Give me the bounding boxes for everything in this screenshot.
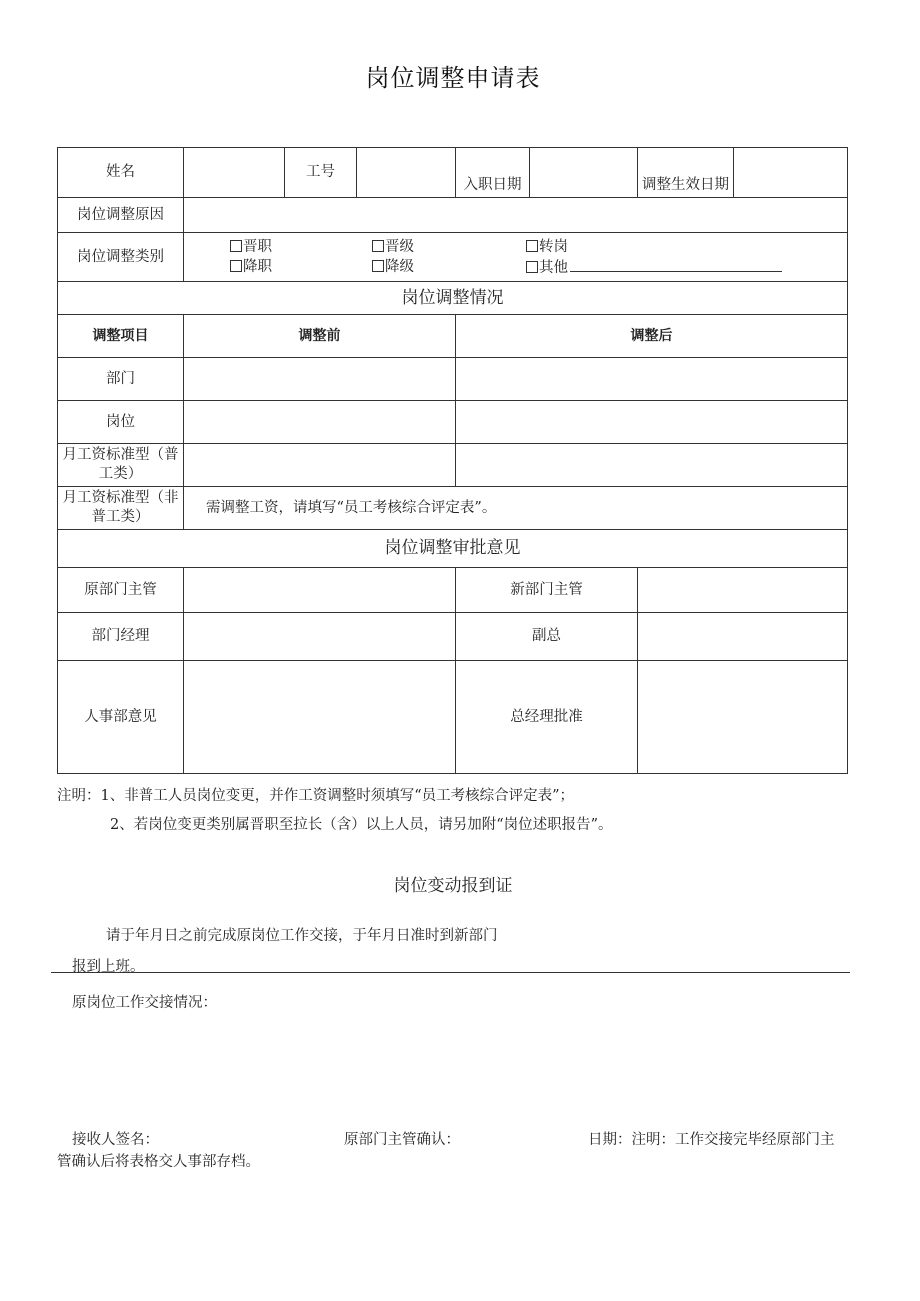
vice-gm-field[interactable]: [638, 613, 848, 661]
salary-non-general-note: 需调整工资，请填写“员工考核综合评定表”。: [184, 487, 848, 530]
position-before-field[interactable]: [184, 401, 456, 444]
orig-supervisor-confirm-label: 原部门主管确认：: [344, 1132, 460, 1148]
position-after-field[interactable]: [456, 401, 848, 444]
option-other[interactable]: 其他: [526, 258, 782, 278]
name-field[interactable]: [184, 148, 285, 198]
option-transfer[interactable]: 转岗: [526, 238, 568, 257]
type-label: 岗位调整类别: [58, 233, 184, 282]
name-label: 姓名: [58, 148, 184, 198]
situation-header-row: [58, 282, 848, 315]
department-before-field[interactable]: [184, 358, 456, 401]
date-note-continued: 管确认后将表格交人事部存档。: [57, 1154, 260, 1170]
salary-general-after-field[interactable]: [456, 444, 848, 487]
checkbox-icon: [372, 260, 384, 272]
handover-area[interactable]: [72, 1015, 842, 1115]
salary-non-general-label: 月工资标准型（非普工类）: [58, 487, 184, 530]
gm-approval-label: 总经理批准: [456, 661, 638, 774]
hr-opinion-field[interactable]: [184, 661, 456, 774]
adjust-header-row: [58, 315, 848, 358]
new-supervisor-field[interactable]: [638, 568, 848, 613]
orig-supervisor-field[interactable]: [184, 568, 456, 613]
approval-row: [58, 568, 848, 613]
checkbox-icon: [372, 240, 384, 252]
reason-field[interactable]: [184, 198, 848, 233]
approval-header-row: [58, 530, 848, 568]
new-supervisor-label: 新部门主管: [456, 568, 638, 613]
col-before-header: 调整前: [184, 315, 456, 358]
approval-header: 岗位调整审批意见: [58, 530, 848, 568]
approval-row: [58, 661, 848, 774]
option-promotion[interactable]: 晋职: [230, 238, 272, 257]
table-row: [58, 358, 848, 401]
dept-manager-field[interactable]: [184, 613, 456, 661]
department-label: 部门: [58, 358, 184, 401]
basic-info-row: [58, 148, 848, 198]
hr-opinion-label: 人事部意见: [58, 661, 184, 774]
salary-general-before-field[interactable]: [184, 444, 456, 487]
dept-manager-label: 部门经理: [58, 613, 184, 661]
reason-row: [58, 198, 848, 233]
orig-supervisor-label: 原部门主管: [58, 568, 184, 613]
employee-id-label: 工号: [285, 148, 357, 198]
page-title: 岗位调整申请表: [365, 64, 541, 92]
approval-row: [58, 613, 848, 661]
col-after-header: 调整后: [456, 315, 848, 358]
gm-approval-field[interactable]: [638, 661, 848, 774]
effective-date-label: 调整生效日期: [638, 148, 734, 198]
option-grade-down[interactable]: 降级: [372, 258, 414, 277]
note-line-1: 注明：1、非普工人员岗位变更，并作工资调整时须填写“员工考核综合评定表”；: [57, 788, 575, 804]
date-note: 日期：注明：工作交接完毕经原部门主: [588, 1132, 835, 1148]
option-demotion[interactable]: 降职: [230, 258, 272, 277]
join-date-label: 入职日期: [456, 148, 530, 198]
salary-general-label: 月工资标准型（普工类）: [58, 444, 184, 487]
receiver-sign-label: 接收人签名：: [72, 1132, 159, 1148]
table-row: [58, 487, 848, 530]
department-after-field[interactable]: [456, 358, 848, 401]
employee-id-field[interactable]: [357, 148, 456, 198]
divider: [51, 972, 850, 973]
position-label: 岗位: [58, 401, 184, 444]
note-line-2: 2、若岗位变更类别属晋职至拉长（含）以上人员，请另加附“岗位述职报告”。: [110, 817, 613, 833]
situation-header: 岗位调整情况: [58, 282, 848, 315]
effective-date-field[interactable]: [734, 148, 848, 198]
application-form: [57, 147, 848, 774]
report-line-1: 请于年月日之前完成原岗位工作交接，于年月日准时到新部门: [106, 928, 498, 944]
type-options: [184, 233, 848, 282]
col-item-header: 调整项目: [58, 315, 184, 358]
checkbox-icon: [526, 240, 538, 252]
checkbox-icon: [230, 260, 242, 272]
type-row: [58, 233, 848, 282]
report-line-2: 报到上班。: [72, 959, 145, 975]
table-row: [58, 401, 848, 444]
checkbox-icon: [526, 261, 538, 273]
table-row: [58, 444, 848, 487]
checkbox-icon: [230, 240, 242, 252]
vice-gm-label: 副总: [456, 613, 638, 661]
handover-label: 原岗位工作交接情况：: [72, 995, 217, 1011]
reason-label: 岗位调整原因: [58, 198, 184, 233]
report-title: 岗位变动报到证: [393, 876, 513, 896]
other-blank-line[interactable]: [570, 258, 782, 272]
join-date-field[interactable]: [530, 148, 638, 198]
option-grade-up[interactable]: 晋级: [372, 238, 414, 257]
